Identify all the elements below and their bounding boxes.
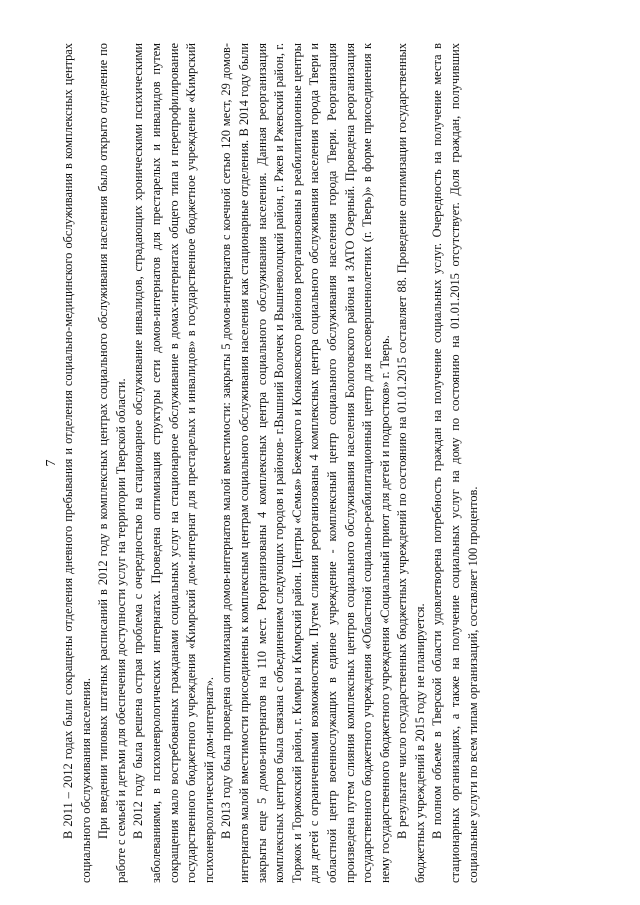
document-body: [60, 43, 482, 883]
paragraph: При введении типовых штатных расписаний в 2012 году в комплексных центрах социального обслуживания населения было открыто отделение по работе с семьей и детьми для обеспечения доступности услуг на территории Тверской области.: [96, 43, 128, 883]
page-number: 7: [44, 459, 59, 467]
paragraph: В результате число государственных бюджетных учреждений по состоянию на 01.01.2015 составляет 88. Проведение оптимизации государственных бюджетных учреждений в 2015 году не планируется.: [395, 43, 427, 883]
paragraph: В 2013 году была проведена оптимизация домов-интернатов малой вместимости: закрыты 5 домов-интернатов с коечной сетью 120 мест, 29 домов-интернатов малой вместимости присоединены к комплексным центрам социального обслуживания населения как стационарные отделения. В 2014 году были закрыты еще 5 домов-интернатов на 110 мест. Реорганизованы 4 комплексных центра социального обслуживания населения. Данная реорганизация комплексных центров была связана с объединением следующих городов и районов- г.Вышний Волочек и Вышневолоцкий район, г. Ржев и Ржевский район, г. Торжок и Торжокский район, г. Кимры и Кимрский район. Центры «Семья» Бежецкого и Конаковского районов реорганизованы в реабилитационные центры для детей с ограниченными возможностями. Путем слияния реорганизованы 4 комплексных центра социального обслуживания населения города Твери и областной центр военнослужащих в единое учреждение - комплексный центр социального обслуживания населения города Твери. Реорганизация произведена путем слияния комплексных центров социального обслуживания населения Бологовского района и ЗАТО Озерный. Проведена реорганизация государственного бюджетного учреждения «Областной социально-реабилитационный центр для несовершеннолетних (г. Тверь)» в форме присоединения к нему государственного бюджетного учреждения «Социальный приют для детей и подростков» г. Тверь.: [219, 43, 392, 883]
paragraph: В 2012 году была решена острая проблема с очередностью на стационарное обслуживание инвалидов, страдающих хроническими психическими заболеваниями, в психоневрологических интернатах. Проведена оптимизация структуры сети домов-интернатов для престарелых и инвалидов путем сокращения мало востребованных гражданами социальных услуг на стационарное обслуживание в домах-интернатах общего типа и перепрофилирование государственного бюджетного учреждения «Кимрский дом-интернат для престарелых и инвалидов» в государственное бюджетное учреждение «Кимрский психоневрологический дом-интернат».: [131, 43, 216, 883]
paragraph: В 2011 – 2012 годах были сокращены отделения дневного пребывания и отделения социально-медицинского обслуживания в комплексных центрах социального обслуживания населения.: [61, 43, 93, 883]
document-page: [44, 43, 595, 883]
paragraph: В полном объеме в Тверской области удовлетворена потребность граждан на получение социальных услуг. Очередность на получение места в стационарных организациях, а также на получение социальных услуг на дому по состоянию на 01.01.2015 отсутствует. Доля граждан, получивших социальные услуги по всем типам организаций, составляет 100 процентов.: [430, 43, 480, 883]
